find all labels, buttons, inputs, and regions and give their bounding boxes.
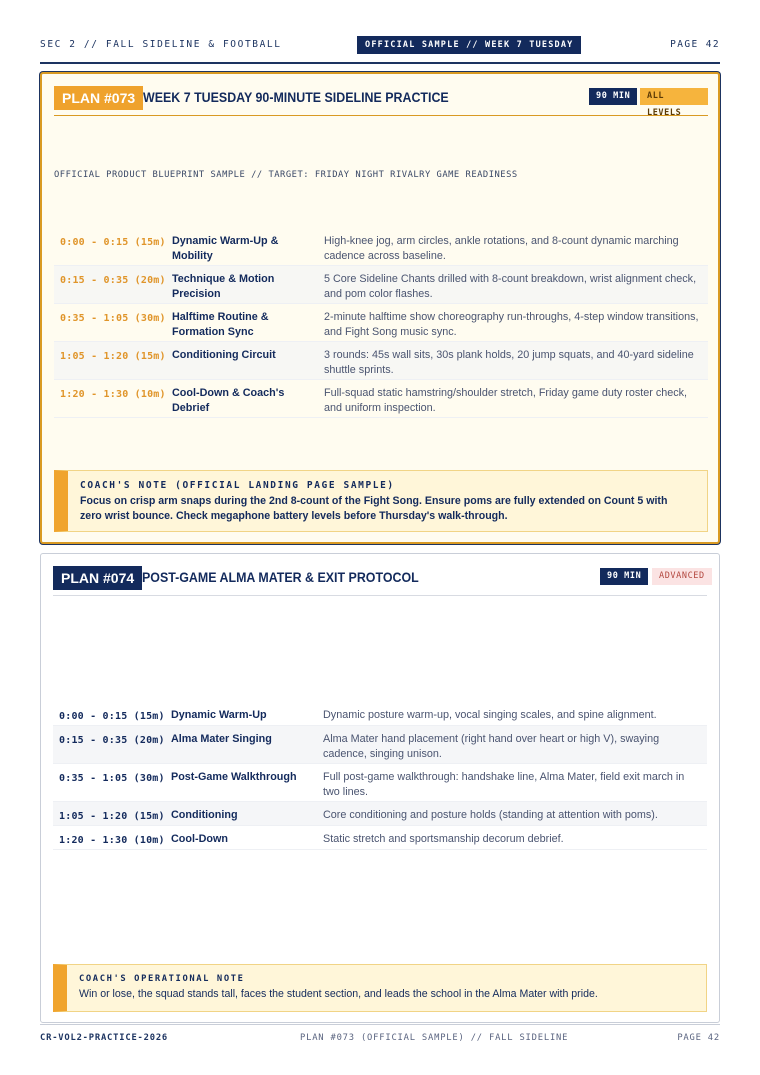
duration-tag: 90 MIN [600, 568, 648, 585]
activity-name: Dynamic Warm-Up [171, 709, 267, 721]
section-label: SEC 2 // FALL SIDELINE & FOOTBALL [40, 39, 282, 50]
schedule-table [54, 228, 708, 418]
activity-name: Cool-Down & Coach's Debrief [172, 387, 285, 414]
note-title: COACH'S OPERATIONAL NOTE [79, 974, 245, 984]
page-number: PAGE 42 [670, 39, 720, 50]
schedule-row [53, 726, 707, 764]
activity-description: 3 rounds: 45s wall sits, 30s plank holds, 20 jump squats, and 40-yard sideline shuttle sprints. [324, 349, 694, 376]
schedule-row [53, 764, 707, 802]
activity-name: Technique & Motion Precision [172, 273, 275, 300]
activity-description: High-knee jog, arm circles, ankle rotations, and 8-count dynamic marching cadence across baseline. [324, 235, 679, 262]
activity-name: Conditioning Circuit [172, 349, 276, 361]
time-slot: 0:15 - 0:35 (20m) [60, 275, 166, 286]
plan-card-073 [40, 72, 720, 544]
plan-title: WEEK 7 TUESDAY 90-MINUTE SIDELINE PRACTICE [143, 90, 449, 105]
activity-description: Dynamic posture warm-up, vocal singing scales, and spine alignment. [323, 709, 657, 721]
time-slot: 1:05 - 1:20 (15m) [60, 351, 166, 362]
time-slot: 0:00 - 0:15 (15m) [59, 711, 165, 722]
schedule-row [54, 380, 708, 418]
time-slot: 1:20 - 1:30 (10m) [60, 389, 166, 400]
time-slot: 0:15 - 0:35 (20m) [59, 735, 165, 746]
time-slot: 0:00 - 0:15 (15m) [60, 237, 166, 248]
sample-badge: OFFICIAL SAMPLE // WEEK 7 TUESDAY [357, 36, 581, 54]
activity-description: Full-squad static hamstring/shoulder stretch, Friday game duty roster check, and uniform inspection. [324, 387, 688, 414]
page-footer [40, 1024, 720, 1044]
schedule-table [53, 702, 707, 850]
schedule-row [54, 266, 708, 304]
plan-header [54, 84, 708, 116]
time-slot: 1:05 - 1:20 (15m) [59, 811, 165, 822]
activity-name: Alma Mater Singing [171, 733, 272, 745]
time-slot: 0:35 - 1:05 (30m) [60, 313, 166, 324]
activity-name: Post-Game Walkthrough [171, 771, 297, 783]
document-id: CR-VOL2-PRACTICE-2026 [40, 1033, 169, 1043]
plan-subtitle: OFFICIAL PRODUCT BLUEPRINT SAMPLE // TARGET: FRIDAY NIGHT RIVALRY GAME READINESS [54, 170, 518, 180]
schedule-row [53, 702, 707, 726]
schedule-row [54, 228, 708, 266]
note-body: Win or lose, the squad stands tall, faces the student section, and leads the school in the Alma Mater with pride. [79, 988, 598, 1000]
schedule-row [54, 342, 708, 380]
time-slot: 0:35 - 1:05 (30m) [59, 773, 165, 784]
level-tag: ADVANCED [652, 568, 712, 585]
duration-tag: 90 MIN [589, 88, 637, 105]
activity-description: Full post-game walkthrough: handshake line, Alma Mater, field exit march in two lines. [323, 771, 685, 798]
coach-note [54, 470, 708, 532]
activity-description: 2-minute halftime show choreography run-throughs, 4-step window transitions, and Fight Song music sync. [324, 311, 699, 338]
coach-note [53, 964, 707, 1012]
time-slot: 1:20 - 1:30 (10m) [59, 835, 165, 846]
level-tag: ALL LEVELS [640, 88, 708, 105]
plan-header [53, 564, 707, 596]
note-body: Focus on crisp arm snaps during the 2nd 8-count of the Fight Song. Ensure poms are fully extended on Count 5 with zero wrist bounce. Check megaphone battery levels before Thursday's walk-through. [80, 495, 668, 522]
page-header [40, 36, 720, 64]
activity-description: Static stretch and sportsmanship decorum debrief. [323, 833, 564, 845]
activity-name: Conditioning [171, 809, 238, 821]
plan-badge: PLAN #074 [53, 566, 142, 590]
activity-name: Dynamic Warm-Up & Mobility [172, 235, 279, 262]
plan-title: POST-GAME ALMA MATER & EXIT PROTOCOL [142, 570, 419, 585]
note-title: COACH'S NOTE (OFFICIAL LANDING PAGE SAMPLE) [80, 480, 395, 491]
footer-page-number: PAGE 42 [677, 1033, 720, 1043]
activity-description: Alma Mater hand placement (right hand over heart or high V), swaying cadence, singing unison. [323, 733, 660, 760]
footer-caption: PLAN #073 (OFFICIAL SAMPLE) // FALL SIDELINE [300, 1033, 569, 1043]
activity-description: 5 Core Sideline Chants drilled with 8-count breakdown, wrist alignment check, and pom color flashes. [324, 273, 697, 300]
schedule-row [53, 802, 707, 826]
schedule-row [53, 826, 707, 850]
plan-card-074 [40, 553, 720, 1023]
activity-description: Core conditioning and posture holds (standing at attention with poms). [323, 809, 658, 821]
schedule-row [54, 304, 708, 342]
activity-name: Halftime Routine & Formation Sync [172, 311, 269, 338]
activity-name: Cool-Down [171, 833, 228, 845]
plan-badge: PLAN #073 [54, 86, 143, 110]
